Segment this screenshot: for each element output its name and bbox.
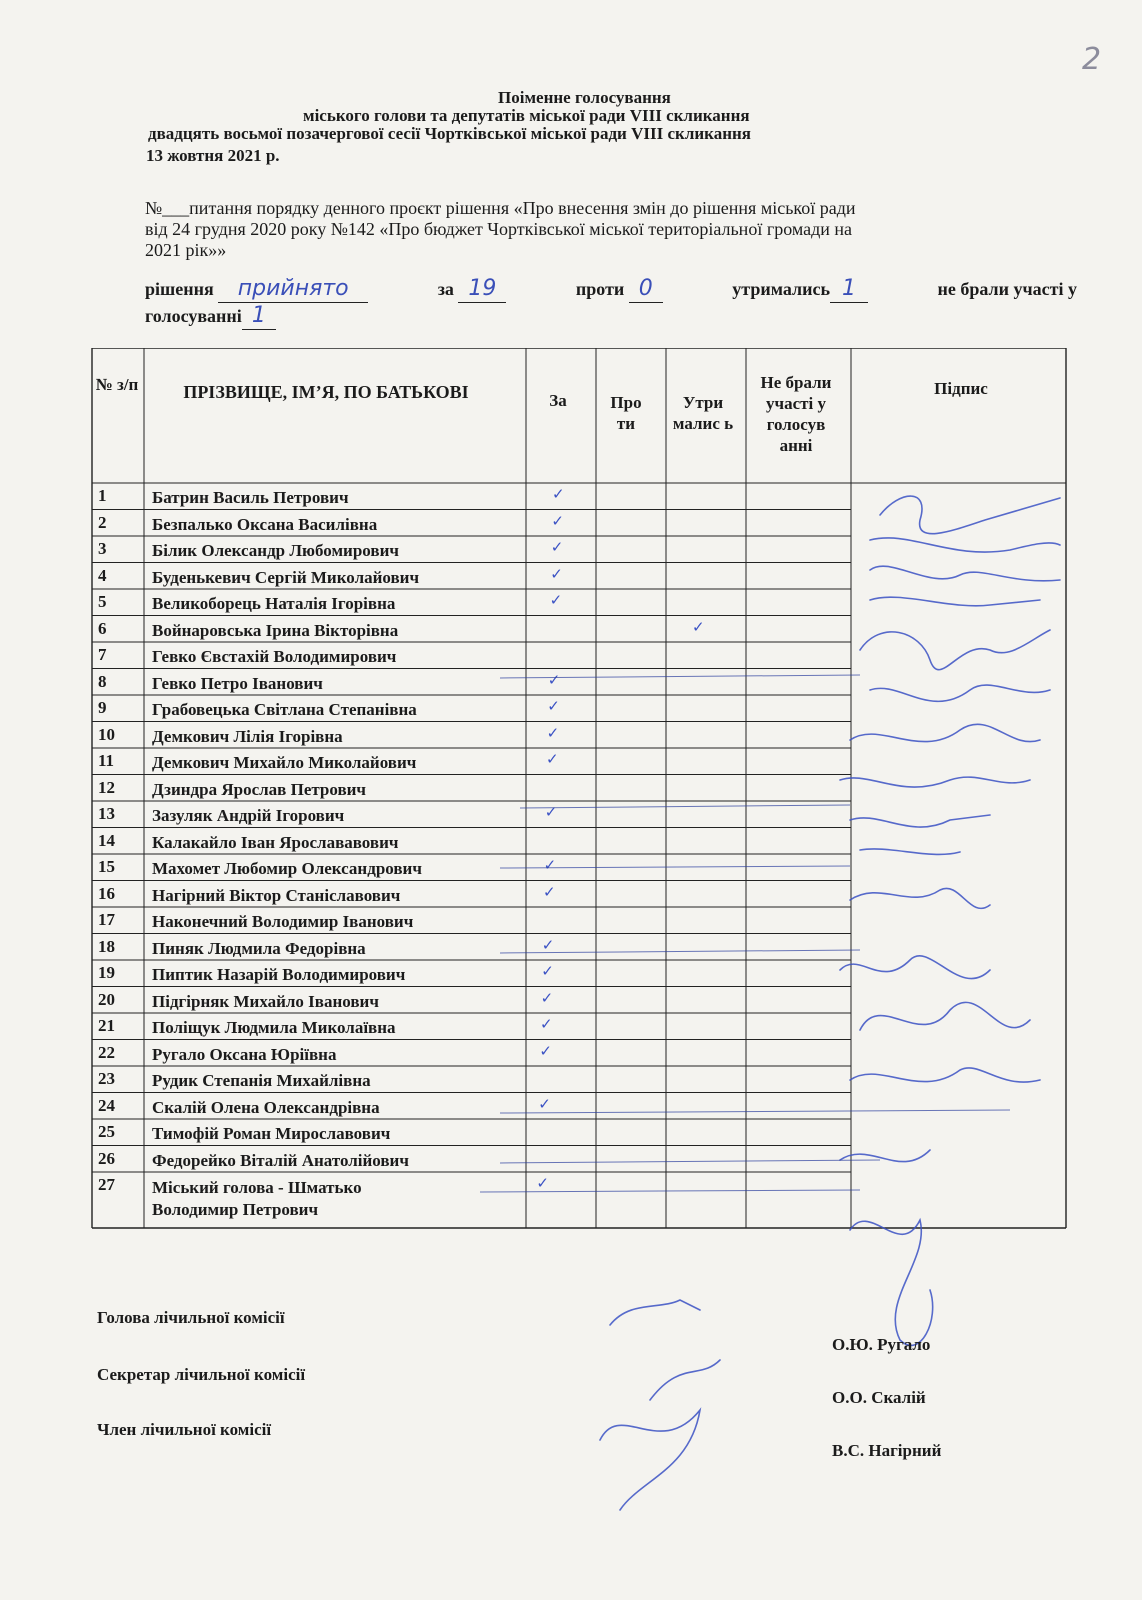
vote-check-icon: ✓: [546, 723, 560, 742]
vote-check-icon: ✓: [550, 564, 563, 583]
row-number: 27: [98, 1175, 115, 1194]
row-number: 18: [98, 936, 115, 956]
vote-check-icon: ✓: [551, 511, 564, 530]
signature-scribble: [840, 496, 1060, 1345]
member-name: В.С. Нагірний: [832, 1441, 942, 1460]
row-number: 5: [98, 592, 107, 611]
deputy-name: Войнаровська Ірина Вікторівна: [152, 620, 399, 640]
header-num: № з/п: [95, 375, 139, 394]
not-voted-label-2: голосуванні: [145, 306, 242, 326]
row-number: 16: [98, 883, 115, 903]
row-number: 15: [98, 857, 115, 876]
deputy-name: Пиптик Назарій Володимирович: [152, 965, 406, 984]
row-number: 24: [98, 1095, 115, 1115]
chair-label: Голова лічильної комісії: [97, 1308, 285, 1327]
abstained-label: утримались: [732, 279, 830, 299]
deputy-name: Підгірняк Михайло Іванович: [152, 991, 379, 1011]
row-number: 3: [98, 539, 107, 558]
against-value: 0: [629, 276, 663, 303]
row-number: 7: [98, 645, 107, 664]
vote-check-icon: ✓: [549, 591, 563, 609]
row-number: 25: [98, 1122, 115, 1141]
deputy-name: Поліщук Людмила Миколаївна: [152, 1018, 396, 1037]
not-voted-label: не брали участі у: [937, 279, 1077, 299]
row-number: 4: [98, 565, 107, 585]
header-against: Про ти: [610, 393, 642, 433]
deputy-name: Ругало Оксана Юріївна: [152, 1044, 337, 1064]
for-value: 19: [458, 276, 506, 303]
against-label: проти: [575, 279, 625, 299]
row-number: 9: [98, 698, 107, 717]
row-number: 11: [98, 751, 115, 770]
agenda-line-1: №___питання порядку денного проєкт рішення «Про внесення змін до рішення міської ради: [145, 198, 856, 218]
for-label: за: [437, 279, 454, 299]
row-number: 1: [98, 486, 107, 505]
deputy-name: Калакайло Іван Ярослававович: [152, 832, 399, 852]
deputy-name: Зазуляк Андрій Ігорович: [152, 806, 345, 825]
vote-check-icon: ✓: [543, 882, 556, 901]
vote-check-icon: ✓: [547, 670, 561, 689]
decision-label: рішення: [145, 279, 214, 299]
deputy-name: Пиняк Людмила Федорівна: [152, 938, 366, 958]
deputy-name: Наконечний Володимир Іванович: [152, 912, 414, 931]
row-number: 6: [98, 618, 107, 638]
deputy-name: Міський голова - Шматько Володимир Петрович: [152, 1178, 362, 1219]
row-number: 10: [98, 724, 115, 744]
deputy-name: Демкович Михайло Миколайович: [152, 753, 417, 772]
page-number: 2: [1082, 42, 1102, 77]
row-number: 12: [98, 777, 115, 797]
vote-check-icon: ✓: [546, 750, 559, 768]
vote-check-icon: ✓: [544, 803, 558, 821]
row-number: 21: [98, 1016, 115, 1035]
deputy-name: Махомет Любомир Олександрович: [152, 859, 422, 878]
secretary-name: О.О. Скалій: [832, 1388, 926, 1407]
agenda-line-3: 2021 рік»»: [145, 240, 227, 260]
deputy-name: Демкович Лілія Ігорівна: [152, 726, 343, 746]
vote-check-icon: ✓: [543, 856, 557, 874]
chair-name: О.Ю. Ругало: [832, 1335, 931, 1354]
not-voted-value: 1: [242, 303, 276, 330]
secretary-label: Секретар лічильної комісії: [97, 1365, 306, 1384]
vote-check-icon: ✓: [538, 1094, 551, 1113]
deputy-name: Рудик Степанія Михайлівна: [152, 1071, 371, 1090]
vote-check-icon: ✓: [541, 935, 555, 954]
deputy-name: Скалій Олена Олександрівна: [152, 1097, 380, 1117]
deputy-name: Грабовецька Світлана Степанівна: [152, 700, 417, 719]
deputy-name: Білик Олександр Любомирович: [152, 541, 399, 560]
header-abstained: Утри малис ь: [672, 393, 734, 433]
vote-check-icon: ✓: [547, 697, 560, 715]
vote-check-icon: ✓: [552, 485, 565, 503]
vote-check-icon: ✓: [536, 1174, 549, 1192]
deputy-name: Буденькевич Сергій Миколайович: [152, 567, 420, 587]
vote-check-icon: ✓: [550, 538, 564, 556]
vote-check-icon: ✓: [541, 962, 554, 980]
row-number: 2: [98, 512, 107, 532]
decision-value: прийнято: [218, 276, 368, 303]
deputy-name: Федорейко Віталій Анатолійович: [152, 1150, 409, 1170]
vote-check-icon: ✓: [540, 988, 554, 1007]
header-signature: Підпис: [934, 379, 988, 398]
member-label: Член лічильної комісії: [97, 1420, 272, 1439]
row-number: 13: [98, 804, 115, 823]
vote-check-icon: ✓: [692, 617, 705, 636]
row-number: 22: [98, 1042, 115, 1062]
deputy-name: Дзиндра Ярослав Петрович: [152, 779, 367, 799]
session-line: двадцять восьмої позачергової сесії Чортківської міської ради VIII скликання: [148, 124, 751, 143]
row-number: 26: [98, 1148, 115, 1168]
deputy-name: Гевко Євстахій Володимирович: [152, 647, 397, 666]
subtitle: міського голови та депутатів міської ради VIII скликання: [303, 106, 750, 125]
commission-signatures: [600, 1300, 720, 1510]
vote-check-icon: ✓: [539, 1041, 552, 1060]
header-not-voted: Не брали участі у голосув анні: [760, 373, 832, 455]
row-number: 14: [98, 830, 115, 850]
not-voted-strikelines: [480, 675, 1010, 1192]
deputy-name: Гевко Петро Іванович: [152, 673, 323, 693]
title: Поіменне голосування: [498, 88, 671, 107]
date: 13 жовтня 2021 р.: [146, 146, 280, 165]
deputy-name: Нагірний Віктор Станіславович: [152, 885, 401, 905]
deputy-name: Тимофій Роман Мирославович: [152, 1124, 391, 1143]
deputy-name: Батрин Василь Петрович: [152, 488, 349, 507]
row-number: 17: [98, 910, 115, 929]
header-for: За: [549, 391, 567, 410]
deputy-name: Безпалько Оксана Василівна: [152, 514, 378, 534]
row-number: 8: [98, 671, 107, 691]
agenda-line-2: від 24 грудня 2020 року №142 «Про бюджет Чортківської міської територіальної громади на: [145, 219, 853, 239]
vote-check-icon: ✓: [540, 1015, 553, 1033]
deputy-name: Великоборець Наталія Ігорівна: [152, 594, 396, 613]
row-number: 20: [98, 989, 115, 1009]
header-name: ПРІЗВИЩЕ, ІМ’Я, ПО БАТЬКОВІ: [183, 382, 469, 402]
row-number: 19: [98, 963, 115, 982]
row-number: 23: [98, 1069, 115, 1088]
abstained-value: 1: [830, 276, 868, 303]
